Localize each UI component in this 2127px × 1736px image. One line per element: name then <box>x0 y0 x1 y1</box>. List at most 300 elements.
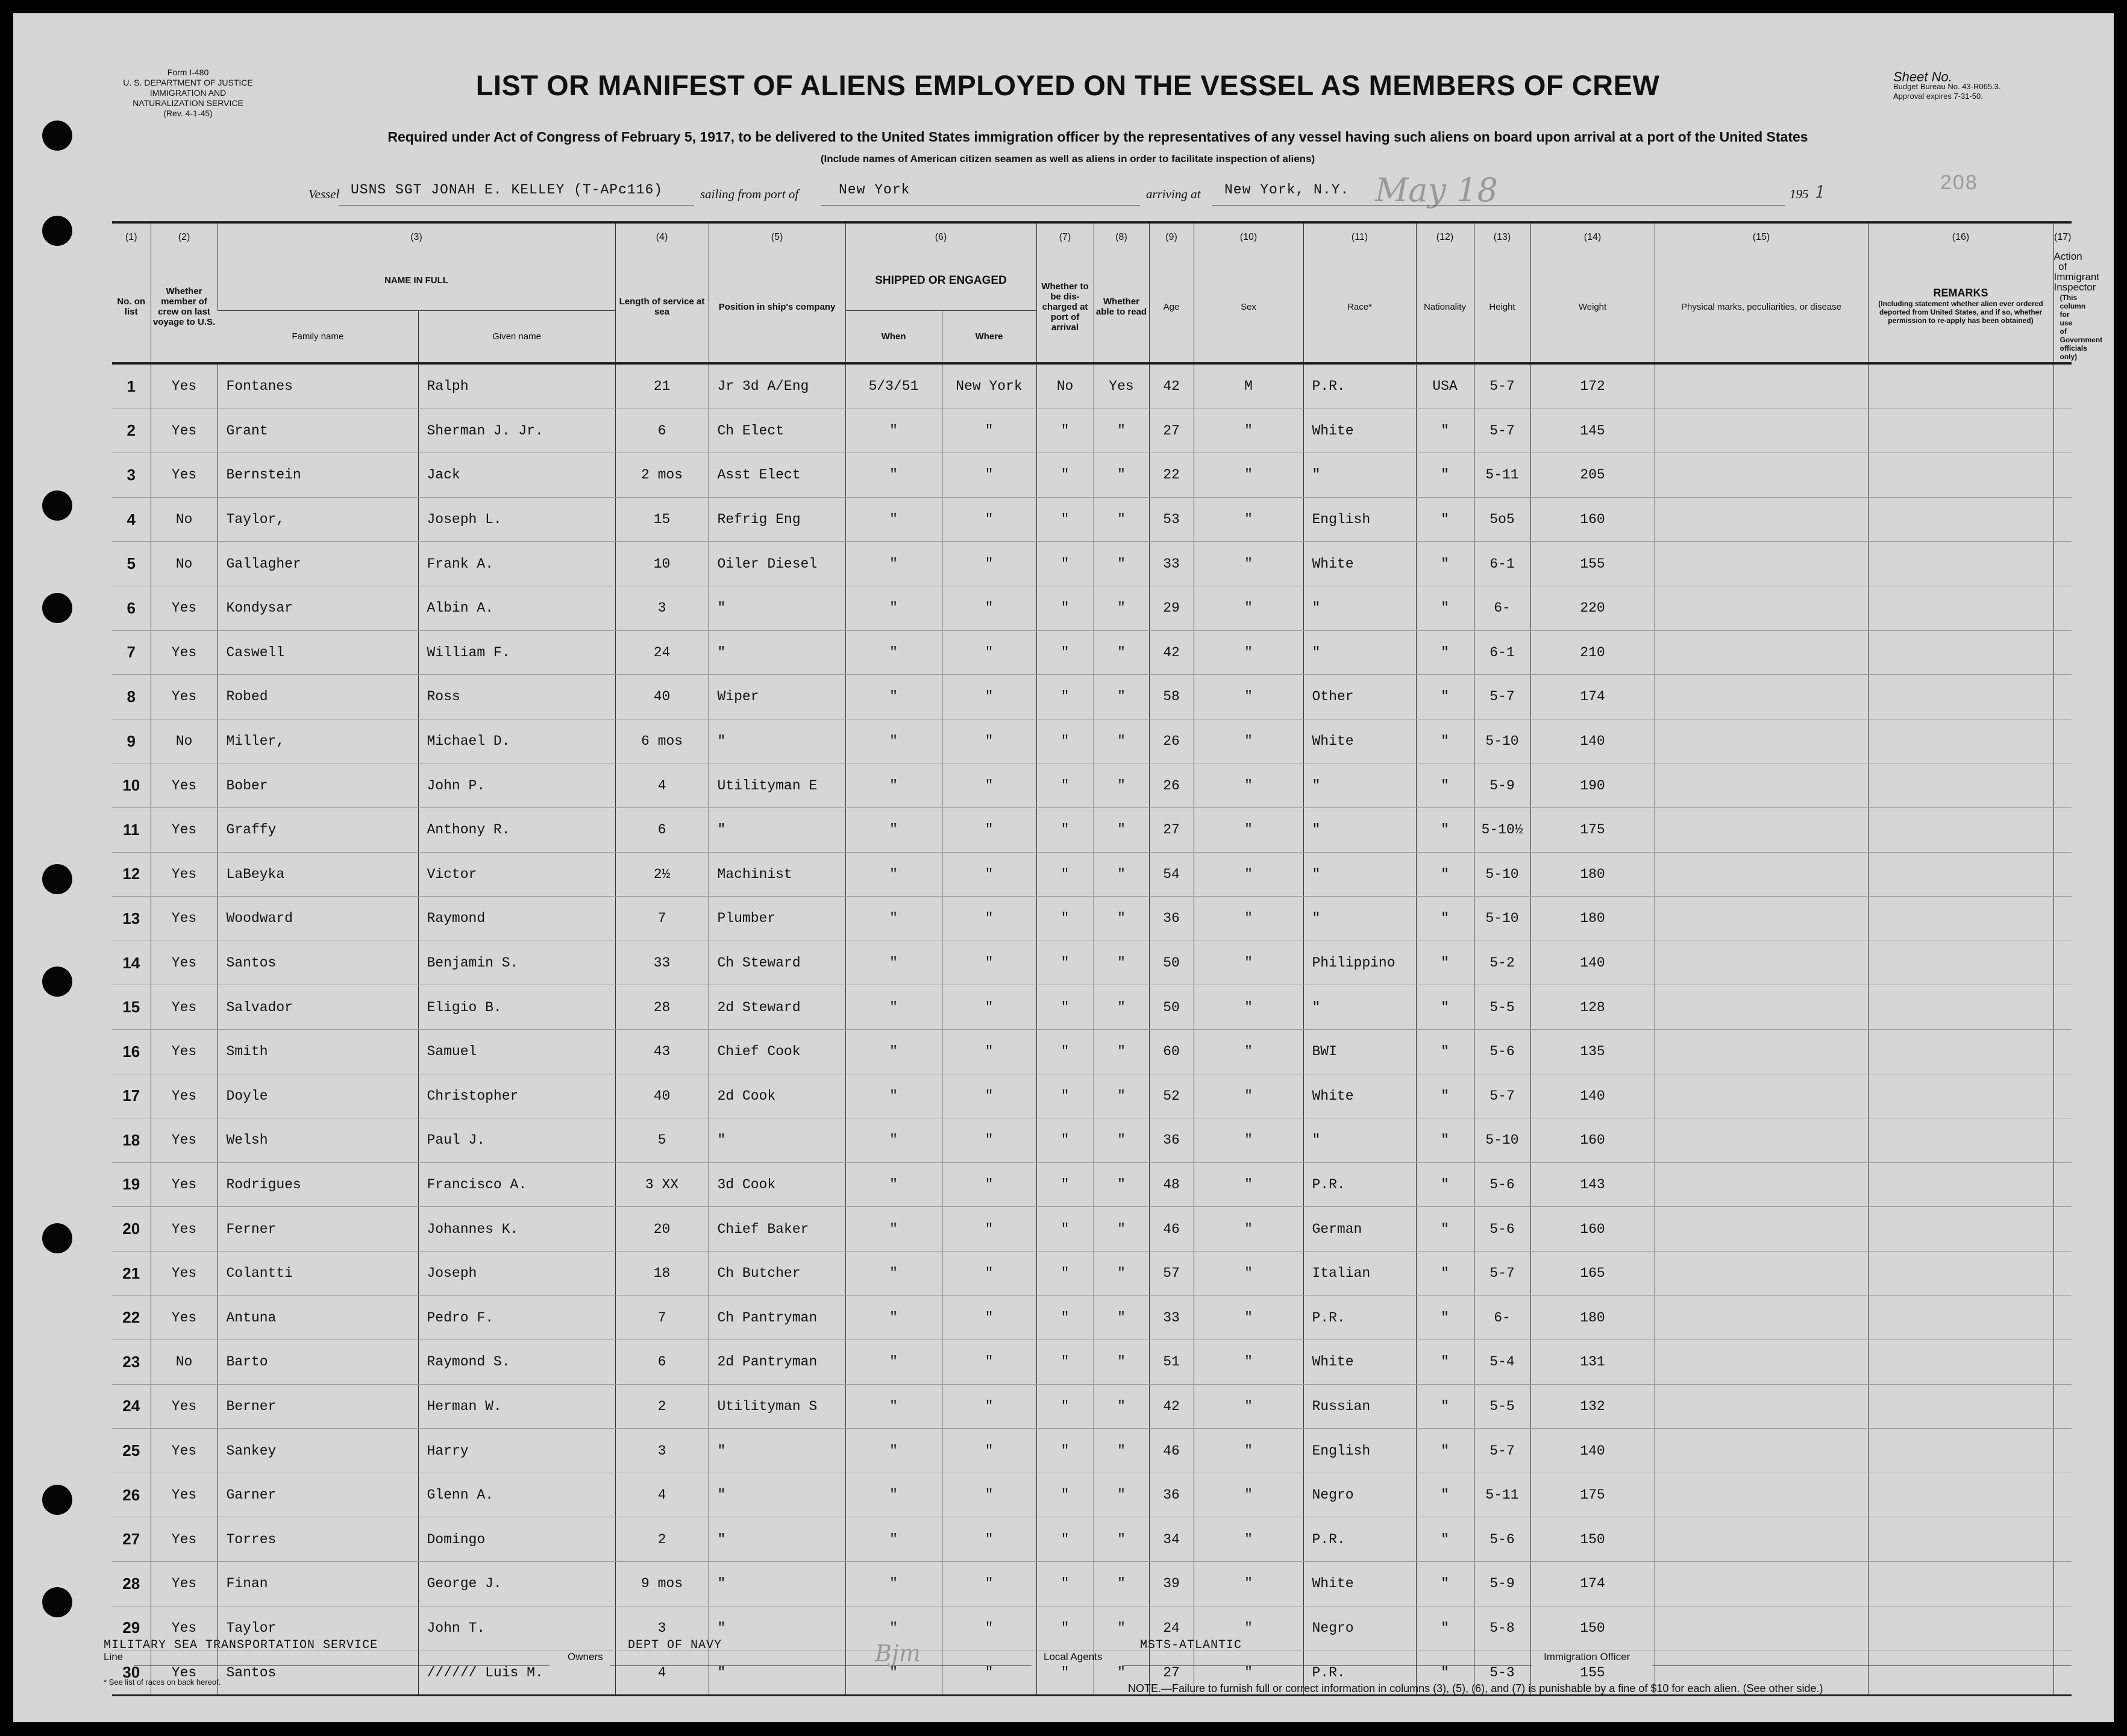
cell-member-last-voyage: Yes <box>151 763 218 808</box>
cell-discharged: " <box>1036 1296 1094 1340</box>
row-number: 28 <box>112 1562 151 1606</box>
cell-remarks <box>1868 1517 2053 1562</box>
cell-action <box>2053 1517 2072 1562</box>
page-title: LIST OR MANIFEST OF ALIENS EMPLOYED ON THE VESSEL AS MEMBERS OF CREW <box>475 69 1660 101</box>
row-number: 13 <box>112 897 151 941</box>
cell-given-name: Joseph L. <box>418 497 615 542</box>
table-row <box>112 941 2072 985</box>
cell-physical-marks <box>1655 1029 1868 1074</box>
cell-physical-marks <box>1655 630 1868 675</box>
cell-position: " <box>709 630 845 675</box>
cell-when: " <box>845 807 942 852</box>
cell-member-last-voyage: Yes <box>151 675 218 719</box>
cell-race: BWI <box>1303 1029 1416 1074</box>
cell-where: " <box>942 542 1036 586</box>
cell-position: " <box>709 807 845 852</box>
cell-race: English <box>1303 497 1416 542</box>
cell-where: " <box>942 1162 1036 1207</box>
cell-discharged: " <box>1036 852 1094 897</box>
cell-action <box>2053 1118 2072 1163</box>
cell-physical-marks <box>1655 1384 1868 1429</box>
cell-height: 5-7 <box>1474 675 1530 719</box>
table-row <box>112 1384 2072 1429</box>
cell-member-last-voyage: Yes <box>151 1074 218 1118</box>
sheet-number-label: Sheet No. <box>1893 69 1952 84</box>
cell-member-last-voyage: Yes <box>151 1207 218 1252</box>
cell-action <box>2053 1207 2072 1252</box>
cell-physical-marks <box>1655 1207 1868 1252</box>
cell-age: 24 <box>1149 1606 1194 1650</box>
cell-position: Chief Baker <box>709 1207 845 1252</box>
cell-height: 5-10 <box>1474 719 1530 763</box>
cell-height: 5-7 <box>1474 1429 1530 1473</box>
cell-when: " <box>845 1384 942 1429</box>
cell-remarks <box>1868 941 2053 985</box>
cell-given-name: Eligio B. <box>418 985 615 1030</box>
cell-where: " <box>942 719 1036 763</box>
cell-physical-marks <box>1655 542 1868 586</box>
cell-height: 5-3 <box>1474 1650 1530 1696</box>
cell-remarks <box>1868 763 2053 808</box>
cell-when: " <box>845 1074 942 1118</box>
cell-when: " <box>845 897 942 941</box>
cell-action <box>2053 807 2072 852</box>
cell-where: " <box>942 985 1036 1030</box>
cell-position: Utilityman S <box>709 1384 845 1429</box>
cell-where: " <box>942 1562 1036 1606</box>
cell-family-name: Salvador <box>218 985 418 1030</box>
cell-family-name: Woodward <box>218 897 418 941</box>
cell-action <box>2053 1162 2072 1207</box>
cell-remarks <box>1868 630 2053 675</box>
cell-race: P.R. <box>1303 1650 1416 1696</box>
cell-given-name: Johannes K. <box>418 1207 615 1252</box>
cell-nationality: USA <box>1416 363 1474 409</box>
cell-discharged: " <box>1036 1207 1094 1252</box>
cell-height: 5-6 <box>1474 1029 1530 1074</box>
table-row <box>112 1562 2072 1606</box>
cell-race: " <box>1303 897 1416 941</box>
cell-sex: " <box>1194 1606 1303 1650</box>
cell-when: " <box>845 763 942 808</box>
cell-able-read: " <box>1094 453 1149 498</box>
col-num-5: (5) <box>709 222 845 251</box>
cell-member-last-voyage: Yes <box>151 897 218 941</box>
table-row <box>112 1251 2072 1296</box>
cell-where: " <box>942 1384 1036 1429</box>
header-length-service: Length of service at sea <box>615 251 709 363</box>
table-row <box>112 719 2072 763</box>
row-number: 1 <box>112 363 151 409</box>
cell-discharged: " <box>1036 1118 1094 1163</box>
cell-family-name: Kondysar <box>218 586 418 630</box>
budget-bureau: Budget Bureau No. 43-R065.3. <box>1893 82 2001 91</box>
year-prefix: 195 <box>1790 187 1809 201</box>
cell-family-name: Garner <box>218 1473 418 1517</box>
cell-height: 5-10 <box>1474 897 1530 941</box>
cell-sex: " <box>1194 807 1303 852</box>
cell-action <box>2053 852 2072 897</box>
col-num-15: (15) <box>1655 222 1868 251</box>
cell-race: White <box>1303 1562 1416 1606</box>
cell-height: 5-7 <box>1474 1251 1530 1296</box>
cell-nationality: " <box>1416 1429 1474 1473</box>
cell-discharged: " <box>1036 1029 1094 1074</box>
cell-nationality: " <box>1416 1074 1474 1118</box>
race-footnote: * See list of races on back hereof. <box>104 1678 221 1687</box>
cell-where: " <box>942 1029 1036 1074</box>
cell-age: 27 <box>1149 807 1194 852</box>
cell-member-last-voyage: Yes <box>151 1384 218 1429</box>
cell-physical-marks <box>1655 1118 1868 1163</box>
cell-age: 29 <box>1149 586 1194 630</box>
agents-value: MSTS-ATLANTIC <box>1140 1638 1242 1652</box>
line-underline <box>134 1665 550 1666</box>
row-number: 15 <box>112 985 151 1030</box>
cell-race: " <box>1303 586 1416 630</box>
cell-length-service: 43 <box>615 1029 709 1074</box>
cell-nationality: " <box>1416 807 1474 852</box>
header-discharged: Whether to be dis-charged at port of arrival <box>1036 251 1094 363</box>
line-value: MILITARY SEA TRANSPORTATION SERVICE <box>104 1638 378 1652</box>
cell-sex: " <box>1194 985 1303 1030</box>
cell-action <box>2053 586 2072 630</box>
cell-weight: 140 <box>1530 1074 1655 1118</box>
cell-physical-marks <box>1655 807 1868 852</box>
cell-physical-marks <box>1655 941 1868 985</box>
cell-race: P.R. <box>1303 1162 1416 1207</box>
cell-discharged: " <box>1036 1650 1094 1696</box>
cell-position: Plumber <box>709 897 845 941</box>
table-row <box>112 1340 2072 1385</box>
cell-family-name: Barto <box>218 1340 418 1385</box>
cell-length-service: 28 <box>615 985 709 1030</box>
cell-remarks <box>1868 719 2053 763</box>
cell-remarks <box>1868 897 2053 941</box>
table-row <box>112 542 2072 586</box>
cell-race: Other <box>1303 675 1416 719</box>
cell-weight: 175 <box>1530 1473 1655 1517</box>
cell-when: " <box>845 941 942 985</box>
cell-member-last-voyage: Yes <box>151 453 218 498</box>
cell-sex: " <box>1194 1473 1303 1517</box>
cell-action <box>2053 363 2072 409</box>
punch-hole <box>42 864 72 894</box>
cell-age: 53 <box>1149 497 1194 542</box>
cell-age: 33 <box>1149 1296 1194 1340</box>
cell-where: " <box>942 1473 1036 1517</box>
agents-label: Local Agents <box>1044 1651 1103 1662</box>
cell-able-read: " <box>1094 586 1149 630</box>
cell-able-read: " <box>1094 941 1149 985</box>
cell-action <box>2053 1296 2072 1340</box>
cell-position: " <box>709 586 845 630</box>
cell-family-name: Robed <box>218 675 418 719</box>
cell-able-read: " <box>1094 1207 1149 1252</box>
cell-remarks <box>1868 1118 2053 1163</box>
cell-given-name: Harry <box>418 1429 615 1473</box>
cell-remarks <box>1868 1384 2053 1429</box>
cell-weight: 155 <box>1530 1650 1655 1696</box>
col-num-3: (3) <box>218 222 615 251</box>
cell-height: 5-10½ <box>1474 807 1530 852</box>
owners-label: Owners <box>568 1651 603 1662</box>
cell-discharged: " <box>1036 897 1094 941</box>
remarks-title: REMARKS <box>1933 286 1988 299</box>
cell-remarks <box>1868 409 2053 453</box>
cell-physical-marks <box>1655 1251 1868 1296</box>
cell-height: 5-7 <box>1474 409 1530 453</box>
cell-member-last-voyage: Yes <box>151 586 218 630</box>
cell-physical-marks <box>1655 1473 1868 1517</box>
penalty-note: NOTE.—Failure to furnish full or correct information in columns (3), (5), (6), and (7) is punishable by a fine of $10 for each alien. (See other side.) <box>1128 1682 1823 1694</box>
header-remarks <box>1868 251 2053 363</box>
cell-when: " <box>845 1429 942 1473</box>
cell-family-name: Santos <box>218 941 418 985</box>
header-family-name: Family name <box>218 310 418 363</box>
cell-discharged: " <box>1036 985 1094 1030</box>
col-num-16: (16) <box>1868 222 2053 251</box>
cell-physical-marks <box>1655 985 1868 1030</box>
cell-nationality: " <box>1416 897 1474 941</box>
cell-when: " <box>845 497 942 542</box>
cell-action <box>2053 985 2072 1030</box>
row-number: 2 <box>112 409 151 453</box>
row-number: 24 <box>112 1384 151 1429</box>
cell-height: 5-5 <box>1474 1384 1530 1429</box>
cell-able-read: " <box>1094 852 1149 897</box>
cell-race: Italian <box>1303 1251 1416 1296</box>
row-number: 30 <box>112 1650 151 1696</box>
punch-hole <box>42 216 72 246</box>
action-title: Action of Immigrant Inspector <box>2053 251 2100 293</box>
cell-family-name: Doyle <box>218 1074 418 1118</box>
table-row <box>112 675 2072 719</box>
crew-rows <box>112 363 2072 1695</box>
cell-sex: " <box>1194 1118 1303 1163</box>
cell-discharged: " <box>1036 1429 1094 1473</box>
cell-length-service: 3 <box>615 586 709 630</box>
cell-member-last-voyage: Yes <box>151 630 218 675</box>
cell-able-read: " <box>1094 1251 1149 1296</box>
cell-height: 6- <box>1474 586 1530 630</box>
owners-underline <box>610 1665 1032 1666</box>
cell-age: 26 <box>1149 763 1194 808</box>
header-given-name: Given name <box>418 310 615 363</box>
row-number: 7 <box>112 630 151 675</box>
row-number: 25 <box>112 1429 151 1473</box>
cell-discharged: " <box>1036 630 1094 675</box>
cell-age: 52 <box>1149 1074 1194 1118</box>
cell-able-read: " <box>1094 1606 1149 1650</box>
form-identifier <box>116 67 260 119</box>
cell-position: Machinist <box>709 852 845 897</box>
cell-family-name: Rodrigues <box>218 1162 418 1207</box>
cell-age: 60 <box>1149 1029 1194 1074</box>
col-num-4: (4) <box>615 222 709 251</box>
cell-where: " <box>942 586 1036 630</box>
cell-action <box>2053 1606 2072 1650</box>
cell-race: " <box>1303 630 1416 675</box>
table-row <box>112 852 2072 897</box>
header-position: Position in ship's company <box>709 251 845 363</box>
cell-nationality: " <box>1416 763 1474 808</box>
action-subtitle: (This column for use of Government officials only) <box>2060 293 2103 361</box>
cell-race: Negro <box>1303 1606 1416 1650</box>
cell-when: " <box>845 1473 942 1517</box>
cell-nationality: " <box>1416 1650 1474 1696</box>
cell-member-last-voyage: Yes <box>151 1517 218 1562</box>
cell-sex: " <box>1194 1251 1303 1296</box>
cell-nationality: " <box>1416 453 1474 498</box>
cell-weight: 160 <box>1530 1207 1655 1252</box>
cell-member-last-voyage: Yes <box>151 852 218 897</box>
sheet-number-block <box>1893 69 2098 101</box>
cell-discharged: " <box>1036 497 1094 542</box>
cell-when: " <box>845 1207 942 1252</box>
cell-length-service: 6 mos <box>615 719 709 763</box>
cell-member-last-voyage: Yes <box>151 1251 218 1296</box>
cell-weight: 131 <box>1530 1340 1655 1385</box>
cell-when: " <box>845 1162 942 1207</box>
cell-sex: " <box>1194 852 1303 897</box>
cell-where: " <box>942 1296 1036 1340</box>
cell-age: 42 <box>1149 363 1194 409</box>
cell-action <box>2053 897 2072 941</box>
cell-height: 5-10 <box>1474 852 1530 897</box>
cell-weight: 160 <box>1530 497 1655 542</box>
cell-physical-marks <box>1655 453 1868 498</box>
cell-age: 27 <box>1149 1650 1194 1696</box>
cell-where: " <box>942 675 1036 719</box>
cell-race: " <box>1303 807 1416 852</box>
cell-sex: " <box>1194 542 1303 586</box>
cell-age: 36 <box>1149 1473 1194 1517</box>
cell-race: P.R. <box>1303 1517 1416 1562</box>
cell-discharged: " <box>1036 941 1094 985</box>
service-name: IMMIGRATION AND NATURALIZATION SERVICE <box>133 88 243 108</box>
cell-length-service: 4 <box>615 763 709 808</box>
cell-able-read: " <box>1094 763 1149 808</box>
cell-length-service: 5 <box>615 1118 709 1163</box>
cell-able-read: " <box>1094 807 1149 852</box>
cell-weight: 174 <box>1530 675 1655 719</box>
cell-physical-marks <box>1655 1340 1868 1385</box>
cell-race: " <box>1303 1118 1416 1163</box>
cell-able-read: " <box>1094 675 1149 719</box>
cell-age: 27 <box>1149 409 1194 453</box>
cell-when: " <box>845 719 942 763</box>
cell-remarks <box>1868 1207 2053 1252</box>
cell-where: " <box>942 453 1036 498</box>
cell-action <box>2053 1251 2072 1296</box>
cell-member-last-voyage: Yes <box>151 1296 218 1340</box>
cell-sex: " <box>1194 763 1303 808</box>
cell-height: 6-1 <box>1474 542 1530 586</box>
cell-age: 54 <box>1149 852 1194 897</box>
cell-given-name: Jack <box>418 453 615 498</box>
row-number: 9 <box>112 719 151 763</box>
cell-weight: 174 <box>1530 1562 1655 1606</box>
cell-family-name: Torres <box>218 1517 418 1562</box>
cell-given-name: Michael D. <box>418 719 615 763</box>
cell-discharged: " <box>1036 1251 1094 1296</box>
remarks-subtitle: (Including statement whether alien ever ordered deported from United States, and if so, whether permission to re-apply has been obtained) <box>1878 299 2043 325</box>
cell-height: 5-10 <box>1474 1118 1530 1163</box>
cell-remarks <box>1868 586 2053 630</box>
cell-able-read: " <box>1094 1650 1149 1696</box>
cell-length-service: 15 <box>615 497 709 542</box>
cell-physical-marks <box>1655 1606 1868 1650</box>
cell-discharged: " <box>1036 719 1094 763</box>
cell-able-read: " <box>1094 409 1149 453</box>
cell-length-service: 20 <box>615 1207 709 1252</box>
table-row <box>112 630 2072 675</box>
header-action <box>2053 251 2103 363</box>
cell-length-service: 9 mos <box>615 1562 709 1606</box>
cell-where: " <box>942 941 1036 985</box>
cell-where: " <box>942 1340 1036 1385</box>
cell-height: 5-2 <box>1474 941 1530 985</box>
cell-given-name: Raymond S. <box>418 1340 615 1385</box>
cell-sex: " <box>1194 1029 1303 1074</box>
header-where: Where <box>942 310 1036 363</box>
cell-when: " <box>845 985 942 1030</box>
row-number: 5 <box>112 542 151 586</box>
cell-nationality: " <box>1416 1562 1474 1606</box>
cell-nationality: " <box>1416 1384 1474 1429</box>
header-sex: Sex <box>1194 251 1303 363</box>
cell-physical-marks <box>1655 363 1868 409</box>
cell-physical-marks <box>1655 1074 1868 1118</box>
table-row <box>112 1517 2072 1562</box>
cell-where: " <box>942 897 1036 941</box>
cell-physical-marks <box>1655 409 1868 453</box>
line-label: Line <box>104 1651 124 1662</box>
cell-when: " <box>845 630 942 675</box>
table-row <box>112 985 2072 1030</box>
cell-height: 5-6 <box>1474 1207 1530 1252</box>
cell-race: Russian <box>1303 1384 1416 1429</box>
cell-position: " <box>709 719 845 763</box>
cell-age: 34 <box>1149 1517 1194 1562</box>
manifest-sheet <box>13 13 2114 1722</box>
header-weight: Weight <box>1530 251 1655 363</box>
cell-length-service: 3 <box>615 1429 709 1473</box>
cell-position: 2d Pantryman <box>709 1340 845 1385</box>
row-number: 12 <box>112 852 151 897</box>
cell-physical-marks <box>1655 675 1868 719</box>
cell-when: " <box>845 586 942 630</box>
cell-able-read: " <box>1094 1429 1149 1473</box>
cell-race: White <box>1303 1074 1416 1118</box>
cell-height: 5-6 <box>1474 1162 1530 1207</box>
cell-when: " <box>845 1562 942 1606</box>
row-number: 29 <box>112 1606 151 1650</box>
cell-given-name: Ralph <box>418 363 615 409</box>
col-num-17: (17) <box>2053 222 2072 251</box>
cell-remarks <box>1868 542 2053 586</box>
cell-where: " <box>942 1517 1036 1562</box>
col-num-12: (12) <box>1416 222 1474 251</box>
cell-physical-marks <box>1655 897 1868 941</box>
cell-length-service: 3 <box>615 1606 709 1650</box>
cell-length-service: 7 <box>615 897 709 941</box>
cell-member-last-voyage: Yes <box>151 1473 218 1517</box>
header-name-in-full: NAME IN FULL <box>218 251 615 310</box>
cell-given-name: Christopher <box>418 1074 615 1118</box>
cell-where: " <box>942 1207 1036 1252</box>
